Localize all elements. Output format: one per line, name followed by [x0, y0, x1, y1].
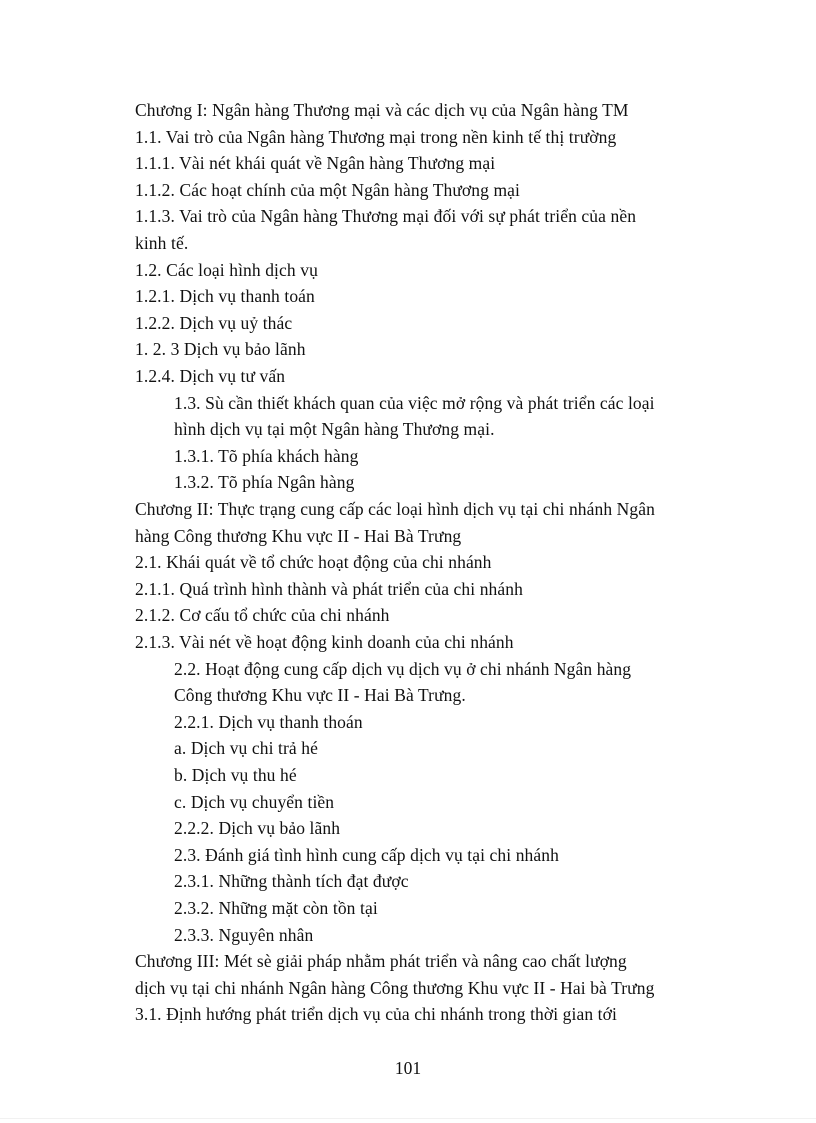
toc-line-indented: c. Dịch vụ chuyển tiền	[174, 791, 335, 812]
toc-line-indented: 1.3. Sù cần thiết khách quan của việc mở rộng và phát triển các loại	[174, 392, 655, 413]
toc-line-indented: 2.3. Đánh giá tình hình cung cấp dịch vụ tại chi nhánh	[174, 844, 559, 865]
page-bottom-edge	[0, 1118, 816, 1119]
toc-line: 1.1.2. Các hoạt chính của một Ngân hàng Thương mại	[135, 179, 521, 200]
toc-line-indented: 1.3.2. Tõ phía Ngân hàng	[174, 472, 355, 493]
toc-line-indented: 2.3.1. Những thành tích đạt được	[174, 871, 409, 892]
toc-line-indented: b. Dịch vụ thu hé	[174, 765, 297, 785]
toc-line: 3.1. Định hướng phát triển dịch vụ của chi nhánh trong thời gian tới	[135, 1004, 617, 1025]
toc-line: kinh tế.	[135, 233, 189, 253]
toc-line-indented: hình dịch vụ tại một Ngân hàng Thương mại.	[174, 419, 495, 440]
toc-line-indented: 1.3.1. Tõ phía khách hàng	[174, 445, 359, 466]
toc-line: 1.1.1. Vài nét khái quát về Ngân hàng Thương mại	[135, 153, 496, 174]
toc-line: 1. 2. 3 Dịch vụ bảo lãnh	[135, 339, 306, 360]
toc-line-indented: 2.2.1. Dịch vụ thanh thoán	[174, 711, 363, 732]
toc-line-indented: Công thương Khu vực II - Hai Bà Trưng.	[174, 685, 466, 706]
toc-line-chapter-2-title: Chương II: Thực trạng cung cấp các loại hình dịch vụ tại chi nhánh Ngân	[135, 499, 655, 519]
toc-line-chapter-1-title: Chương I: Ngân hàng Thương mại và các dịch vụ của Ngân hàng TM	[135, 100, 629, 120]
toc-line: 2.1.2. Cơ cấu tổ chức của chi nhánh	[135, 605, 390, 626]
toc-line: 2.1.3. Vài nét về hoạt động kinh doanh của chi nhánh	[135, 632, 514, 652]
toc-line: 2.1.1. Quá trình hình thành và phát triển của chi nhánh	[135, 578, 523, 599]
toc-line: hàng Công thương Khu vực II - Hai Bà Trưng	[135, 525, 462, 546]
toc-line: 1.2.2. Dịch vụ uỷ thác	[135, 312, 293, 333]
toc-line: 1.1. Vai trò của Ngân hàng Thương mại trong nền kinh tế thị trường	[135, 126, 617, 147]
toc-line-indented: 2.3.3. Nguyên nhân	[174, 924, 314, 945]
toc-line-chapter-3-title: Chương III: Mét sè giải pháp nhằm phát triển và nâng cao chất lượng	[135, 951, 627, 972]
toc-line: dịch vụ tại chi nhánh Ngân hàng Công thương Khu vực II - Hai bà Trưng	[135, 977, 655, 998]
page-number: 101	[394, 1058, 422, 1078]
toc-line: 1.1.3. Vai trò của Ngân hàng Thương mại đối với sự phát triển của nền	[135, 206, 637, 227]
toc-line: 1.2.4. Dịch vụ tư vấn	[135, 366, 286, 386]
toc-line-indented: 2.3.2. Những mặt còn tồn tại	[174, 898, 378, 918]
toc-line: 1.2. Các loại hình dịch vụ	[135, 259, 318, 280]
toc-line-indented: 2.2.2. Dịch vụ bảo lãnh	[174, 818, 341, 839]
toc-line: 2.1. Khái quát về tổ chức hoạt động của chi nhánh	[135, 552, 492, 573]
toc-line-indented: a. Dịch vụ chi trả hé	[174, 738, 318, 759]
toc-line-indented: 2.2. Hoạt động cung cấp dịch vụ dịch vụ ở chi nhánh Ngân hàng	[174, 658, 632, 679]
toc-line: 1.2.1. Dịch vụ thanh toán	[135, 286, 315, 307]
